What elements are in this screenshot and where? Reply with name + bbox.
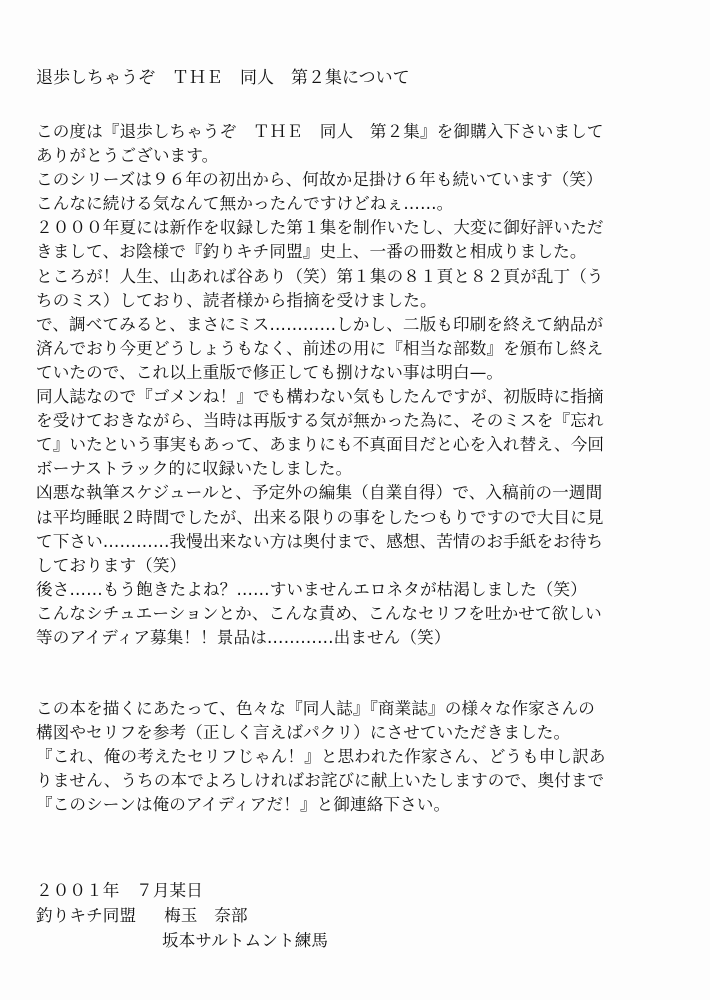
text-line: この度は『退歩しちゃうぞ ＴＨＥ 同人 第２集』を御購入下さいまして [36,122,604,141]
text-line: て下さい…………我慢出来ない方は奥付まで、感想、苦情のお手紙をお待ち [36,531,604,551]
text-line: こんなに続ける気なんて無かったんですけどねぇ……。 [36,194,454,214]
author-name: 梅玉 奈部 [164,906,248,925]
text-line: を受けておきながら、当時は再版する気が無かった為に、そのミスを『忘れ [36,411,604,431]
signature-circle-row [36,903,328,928]
text-line: ところが！人生、山あれば谷あり（笑）第１集の８１頁と８２頁が乱丁（う [36,266,604,286]
credits-paragraph [36,697,606,817]
text-line: 等のアイディア募集！！景品は…………出ません（笑） [36,627,451,647]
signature-date: ２００１年 ７月某日 [36,881,203,900]
text-line: は平均睡眠２時間でしたが、出来る限りの事をしたつもりですので大目に見 [36,507,604,527]
page-title: 退歩しちゃうぞ ＴＨＥ 同人 第２集について [36,68,410,88]
text-line: 同人誌なので『ゴメンね！』でも構わない気もしたんですが、初版時に指摘 [36,387,604,407]
text-line: 後さ……もう飽きたよね？……すいませんエロネタが枯渇しました（笑） [36,579,587,599]
text-line: 構図やセリフを参考（正しく言えばパクリ）にさせていただきました。 [36,723,571,743]
text-line: ありがとうございます。 [36,146,219,166]
text-line: りません、うちの本でよろしければお詫びに献上いたしますので、奥付まで [36,771,605,791]
text-line: このシリーズは９６年の初出から、何故か足掛け６年も続いています（笑） [36,170,603,190]
text-line: しております（笑） [36,555,187,575]
text-line: で、調べてみると、まさにミス…………しかし、二版も印刷を終えて納品が [36,314,604,334]
main-paragraph [36,120,604,650]
text-line: ２０００年夏には新作を収録した第１集を制作いたし、大変に御好評いただ [36,218,604,238]
signature-author-row [36,928,328,953]
author-name: 坂本サルトムント練馬 [162,931,329,950]
circle-name: 釣りキチ同盟 [36,906,137,925]
signature-block [36,878,328,953]
text-line: ボーナストラック的に収録いたしました。 [36,459,353,479]
text-line: この本を描くにあたって、色々な『同人誌』『商業誌』の様々な作家さんの [36,699,595,718]
text-line: きまして、お陰様で『釣りキチ同盟』史上、一番の冊数と相成りました。 [36,242,587,262]
text-line: ていたので、これ以上重版で修正しても捌けない事は明白—。 [36,362,504,382]
text-line: 凶悪な執筆スケジュールと、予定外の編集（自業自得）で、入稿前の一週間 [36,483,603,503]
text-line: 『このシーンは俺のアイディアだ！』と御連絡下さい。 [36,795,451,815]
text-line: て』いたという事実もあって、あまりにも不真面目だと心を入れ替え、今回 [36,435,605,455]
text-line: こんなシチュエーションとか、こんな責め、こんなセリフを吐かせて欲しい [36,603,602,623]
text-line: 済んでおり今更どうしょうもなく、前述の用に『相当な部数』を頒布し終え [36,338,604,358]
text-line: ちのミス）しており、読者様から指摘を受けました。 [36,290,437,310]
text-line: 『これ、俺の考えたセリフじゃん！』と思われた作家さん、どうも申し訳あ [36,747,606,767]
